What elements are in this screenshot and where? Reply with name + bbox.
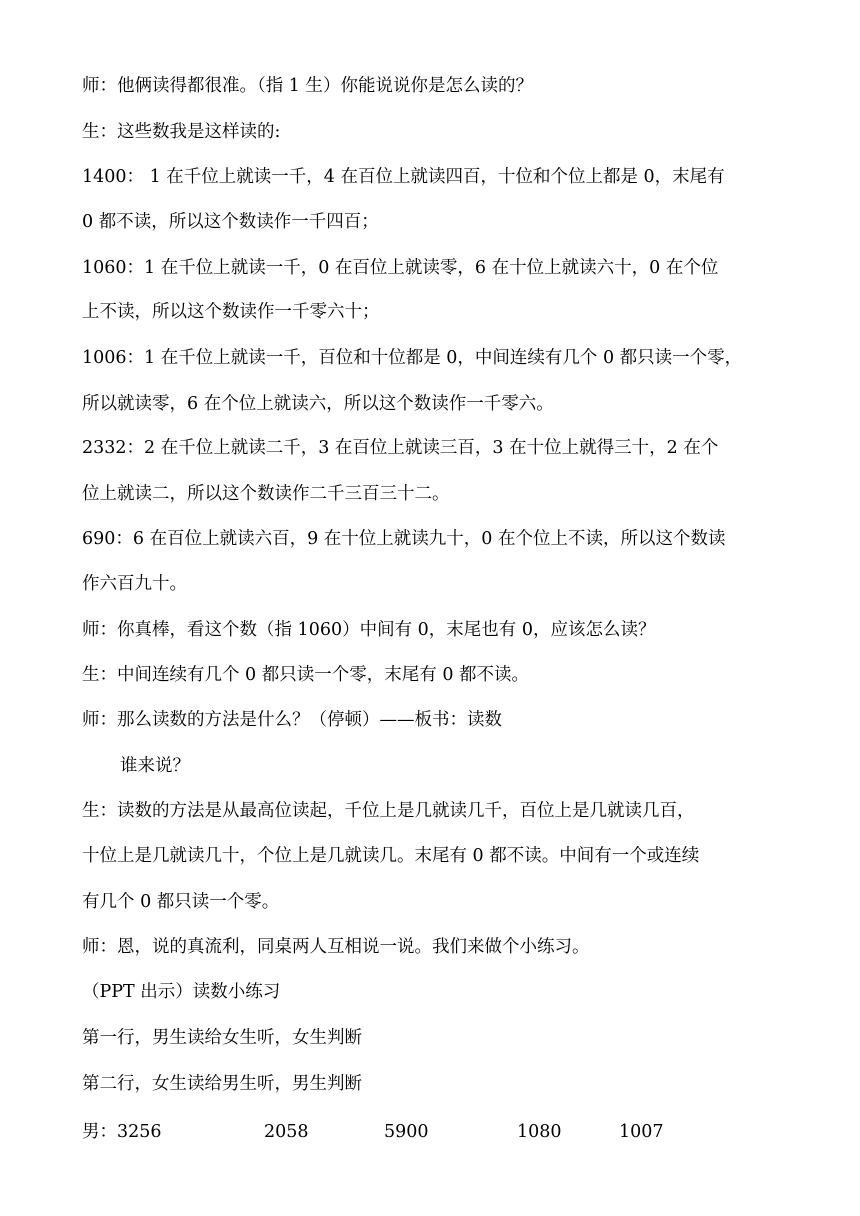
- practice-label: 男：3256: [82, 1122, 162, 1142]
- text-line: 师：那么读数的方法是什么？（停顿）——板书：读数: [82, 710, 502, 730]
- practice-number: 5900: [384, 1122, 429, 1142]
- text-line: 1060：1 在千位上就读一千，0 在百位上就读零，6 在十位上就读六十，0 在个位: [82, 258, 719, 278]
- text-line: 谁来说？: [120, 756, 190, 776]
- text-line: 生：中间连续有几个 0 都只读一个零，末尾有 0 都不读。: [82, 665, 530, 685]
- text-line: 师：恩，说的真流利，同桌两人互相说一说。我们来做个小练习。: [82, 937, 590, 957]
- text-line: 位上就读二，所以这个数读作二千三百三十二。: [82, 484, 450, 504]
- text-line: 第二行，女生读给男生听，男生判断: [82, 1074, 362, 1094]
- practice-number: 2058: [264, 1122, 309, 1142]
- text-line: 师：他俩读得都很准。（指 1 生）你能说说你是怎么读的？: [82, 76, 534, 96]
- text-line: 有几个 0 都只读一个零。: [82, 892, 280, 912]
- text-line: 0 都不读，所以这个数读作一千四百；: [82, 212, 379, 232]
- text-line: 师：你真棒，看这个数（指 1060）中间有 0，末尾也有 0，应该怎么读？: [82, 620, 656, 640]
- text-line: 生：读数的方法是从最高位读起，千位上是几就读几千，百位上是几就读几百，: [82, 801, 695, 821]
- text-line: 上不读，所以这个数读作一千零六十；: [82, 302, 380, 322]
- text-line: 第一行，男生读给女生听，女生判断: [82, 1028, 362, 1048]
- text-line: 2332：2 在千位上就读二千，3 在百位上就读三百，3 在十位上就得三十，2 在个: [82, 438, 719, 458]
- text-line: 生：这些数我是这样读的:: [82, 122, 281, 142]
- text-line: （PPT 出示）读数小练习: [82, 982, 281, 1002]
- text-line: 1006：1 在千位上就读一千，百位和十位都是 0，中间连续有几个 0 都只读一个零，: [82, 348, 743, 368]
- text-line: 作六百九十。: [82, 574, 187, 594]
- text-line: 1400： 1 在千位上就读一千，4 在百位上就读四百，十位和个位上都是 0，末尾有: [82, 167, 725, 187]
- practice-number: 1007: [619, 1122, 664, 1142]
- text-line: 十位上是几就读几十，个位上是几就读几。末尾有 0 都不读。中间有一个或连续: [82, 846, 700, 866]
- text-line: 所以就读零，6 在个位上就读六，所以这个数读作一千零六。: [82, 394, 554, 414]
- text-line: 690：6 在百位上就读六百，9 在十位上就读九十，0 在个位上不读，所以这个数读: [82, 529, 726, 549]
- practice-number: 1080: [517, 1122, 562, 1142]
